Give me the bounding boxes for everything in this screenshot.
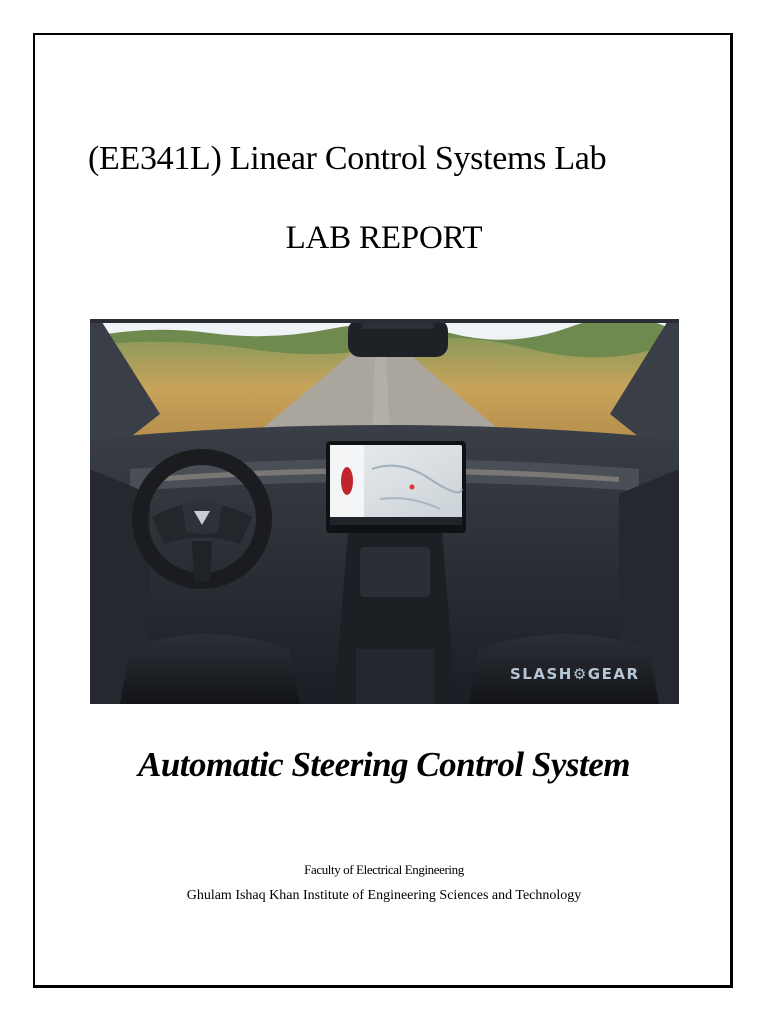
institute-name: Ghulam Ishaq Khan Institute of Engineering Sciences and Technology bbox=[186, 888, 582, 903]
project-title: Automatic Steering Control System bbox=[137, 745, 631, 784]
photo-watermark: SLASH⚙GEAR bbox=[510, 665, 640, 683]
course-title: (EE341L) Linear Control Systems Lab bbox=[88, 140, 607, 177]
cover-photo bbox=[90, 319, 679, 704]
car-interior-illustration bbox=[90, 319, 679, 704]
faculty-name: Faculty of Electrical Engineering bbox=[304, 862, 464, 877]
report-label: LAB REPORT bbox=[285, 220, 483, 256]
